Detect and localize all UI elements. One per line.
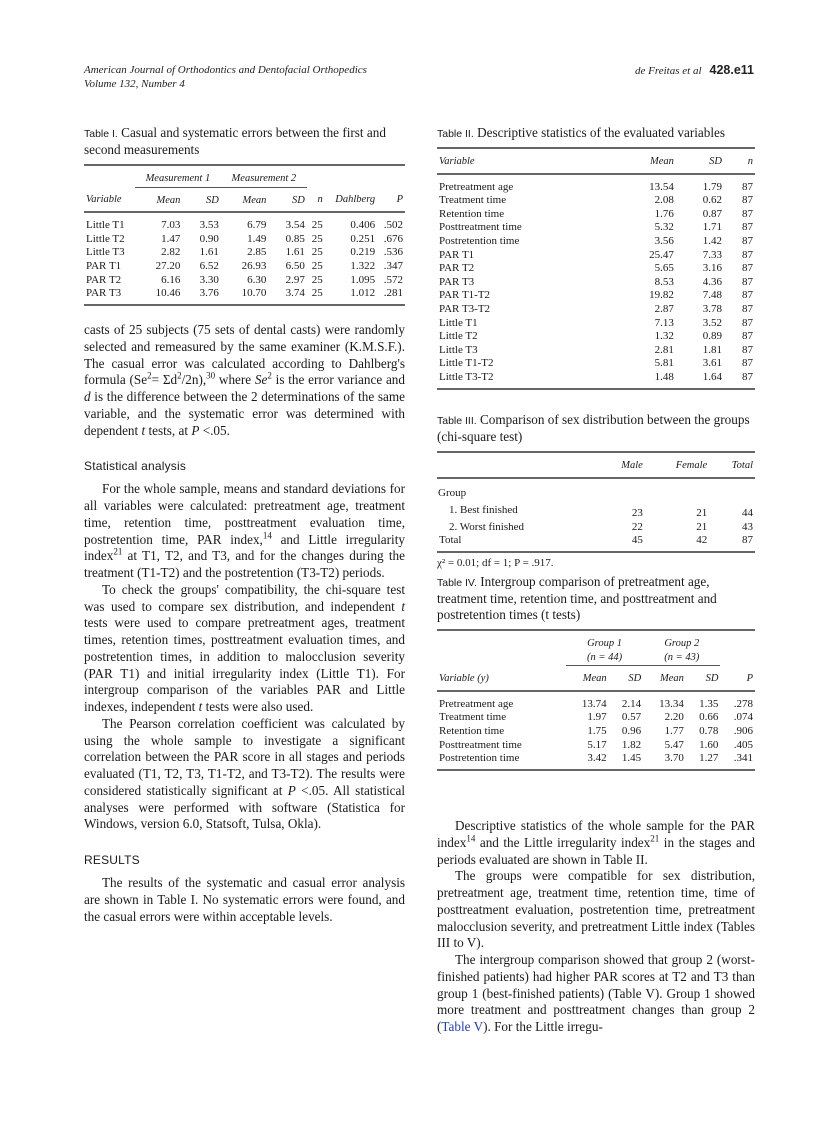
table-cell: 19.82 [649, 289, 674, 302]
text-run: <.05. All statistical analyses were performed with software (Statistica for Windows, version 6.0, Statsoft, Tulsa, Okla). [84, 782, 405, 832]
table-cell: 25 [311, 259, 323, 272]
table-cell: Treatment time [439, 711, 507, 724]
table-cell: PAR T3-T2 [439, 302, 491, 315]
table-cell: 0.219 [350, 246, 376, 259]
journal-volume: Volume 132, Number 4 [84, 78, 185, 90]
text-run: 14 [262, 530, 272, 541]
table-cell: 0.85 [285, 232, 305, 245]
table-cell: Postretention time [439, 752, 520, 765]
table-row [437, 289, 755, 303]
table-cell: 3.76 [199, 287, 219, 300]
table-cell: Retention time [439, 207, 505, 220]
table-cell: PAR T3 [439, 275, 475, 288]
table-row [437, 344, 755, 358]
table-3-caption [437, 412, 755, 445]
table-cell: 87 [742, 370, 753, 383]
text-run: at T1, T2, and T3, and for the changes during the treatment (T1-T2) and the postretention (T3-T2) periods. [84, 548, 405, 580]
text-run: Descriptive statistics of the whole sample for the PAR index [437, 818, 755, 850]
table-cell: 87 [742, 289, 753, 302]
table-row [437, 691, 755, 712]
table-3-grid [437, 451, 755, 553]
table-cell: Retention time [439, 724, 505, 737]
table-cell: 1. Best finished [449, 504, 518, 517]
table-cell: Little T1 [86, 219, 125, 232]
table-cell: 3.70 [664, 752, 684, 765]
table-reference-link[interactable]: Table V [441, 1019, 484, 1034]
column-header: Male [598, 452, 644, 478]
table-caption-text: Descriptive statistics of the evaluated variables [477, 125, 725, 140]
table-cell: 10.46 [155, 287, 181, 300]
text-run: is the difference between the 2 determinations of the same variable, and the systematic error was determined with dependent [84, 389, 405, 438]
table-cell: Posttreatment time [439, 221, 522, 234]
table-cell: 43 [742, 520, 753, 533]
table-label: Table II. [437, 128, 474, 140]
table-row [84, 246, 405, 260]
table-cell: 1.322 [350, 259, 376, 272]
table-cell: 5.32 [654, 221, 674, 234]
table-cell: 3.42 [587, 752, 607, 765]
table-cell: 1.49 [247, 232, 267, 245]
text-run: d [84, 389, 91, 404]
table-label: Table I. [84, 128, 118, 140]
table-label: Table IV. [437, 577, 477, 589]
column-header: SD [268, 187, 306, 212]
table-cell: 87 [742, 275, 753, 288]
text-run: t [401, 598, 405, 614]
authors: de Freitas et al [635, 65, 702, 77]
text-run: t [198, 699, 203, 714]
table-cell: 1.77 [664, 724, 684, 737]
column-header: SD [686, 666, 721, 691]
table-3-footnote: χ² = 0.01; df = 1; P = .917. [437, 556, 554, 569]
group-name: Group 1 [587, 638, 622, 649]
text-run: The Pearson correlation coefficient was calculated by using the whole sample to investigate a significant correlation between the PAR score in all stages and periods evaluated (T1, T2, T3, T1-T2, and T3-T2). The results were considered statistically significant at [84, 715, 405, 798]
text-run: The intergroup comparison showed that group 2 (worst-finished patients) had higher PAR scores at T2 and T3 than group 1 (best-finished patients) (Table V). Group 1 showed more treatment and posttreatment changes than group 2 ( [437, 952, 755, 1034]
column-header: Total [709, 452, 755, 478]
table-cell: 6.50 [285, 259, 305, 272]
table-cell: 1.61 [285, 246, 305, 259]
table-cell: Little T1-T2 [439, 357, 494, 370]
table-row [437, 357, 755, 371]
table-cell: .906 [733, 724, 753, 737]
table-cell: 8.53 [654, 275, 674, 288]
table-cell: Little T1 [439, 316, 478, 329]
table-4 [437, 574, 755, 771]
table-cell: 42 [696, 534, 708, 547]
table-cell: Posttreatment time [439, 738, 522, 751]
text-run: is the error variance and [271, 372, 405, 388]
table-cell: 1.60 [699, 738, 719, 751]
table-cell: PAR T1 [439, 248, 475, 261]
table-cell: 25 [311, 246, 323, 259]
table-cell: .278 [733, 697, 753, 710]
table-row [84, 212, 405, 233]
table-cell: .572 [383, 273, 403, 286]
table-row [84, 287, 405, 305]
table-cell: 21 [696, 520, 708, 533]
section-heading: RESULTS [84, 853, 140, 867]
table-cell: 0.57 [621, 711, 642, 724]
table-2 [437, 125, 755, 390]
table-3 [437, 412, 755, 569]
table-cell: 10.70 [241, 287, 267, 300]
table-cell: 6.79 [247, 219, 267, 232]
table-1 [84, 125, 405, 306]
table-cell: .281 [383, 287, 403, 300]
table-cell: .536 [383, 246, 403, 259]
table-2-grid [437, 147, 755, 390]
table-cell: 7.03 [161, 219, 181, 232]
text-run: where [215, 372, 255, 388]
text-run: ). For the Little irregu- [483, 1019, 603, 1034]
table-cell: 2.85 [247, 246, 267, 259]
paragraph [84, 582, 405, 716]
text-run: 30 [206, 370, 216, 381]
table-cell: 3.53 [199, 219, 219, 232]
text-run: casts of 25 subjects (75 sets of dental casts) were randomly selected and remeasured by the same examiner (K.M.S.F.). The casual error was calculated according to Dahlberg's formula (Se [84, 322, 405, 388]
column-header: SD [609, 666, 644, 691]
table-cell: 2. Worst finished [449, 520, 524, 533]
table-cell: 6.52 [199, 259, 219, 272]
table-cell: .347 [383, 259, 403, 272]
text-run: tests were used to compare pretreatment ages, treatment times, retention times, posttreatment evaluation times, and postretention times, in addition to malocclusion severity (PAR T1) and initial irregularity index (Little T1). For intergroup comparison of the variables PAR and Little indexes, independent [84, 615, 405, 714]
table-cell: 87 [742, 262, 753, 275]
table-cell: 1.32 [654, 330, 674, 343]
table-cell: 2.20 [664, 711, 684, 724]
table-cell: Treatment time [439, 194, 507, 207]
column-header: n [724, 148, 755, 174]
table-cell: 87 [742, 180, 753, 193]
table-cell: 7.13 [654, 316, 674, 329]
table-cell: 1.47 [161, 232, 181, 245]
table-cell: 1.012 [350, 287, 376, 300]
table-row [437, 174, 755, 195]
column-header: Variable [84, 187, 135, 212]
table-cell: 87 [742, 194, 753, 207]
section-heading: Statistical analysis [84, 459, 187, 474]
table-cell: .405 [733, 738, 753, 751]
table-row [84, 233, 405, 247]
column-header: Variable [437, 148, 616, 174]
text-run: 2 [267, 370, 272, 381]
text-run: and Little irregularity index [84, 531, 405, 564]
left-column-text [84, 322, 405, 925]
text-run: /2n), [181, 372, 207, 388]
column-header: P [720, 666, 755, 691]
table-cell: .341 [733, 752, 753, 765]
table-cell: 1.82 [621, 738, 642, 751]
table-1-caption [84, 125, 405, 158]
table-row [437, 330, 755, 344]
table-cell: 13.74 [581, 697, 607, 710]
table-cell: 3.61 [702, 357, 722, 370]
table-cell: 1.095 [350, 273, 376, 286]
table-row [437, 752, 755, 770]
table-cell: 0.96 [621, 724, 642, 737]
table-cell: 1.48 [654, 370, 674, 383]
table-cell: 44 [742, 507, 753, 520]
table-cell: .502 [383, 219, 403, 232]
table-cell: 1.61 [199, 246, 219, 259]
table-cell: 87 [742, 316, 753, 329]
table-4-grid [437, 629, 755, 771]
column-header: n [307, 187, 325, 212]
text-run: <.05. [199, 422, 230, 438]
table-cell: 87 [742, 534, 753, 547]
table-cell: 2.14 [621, 697, 642, 710]
table-row [437, 276, 755, 290]
table-caption-text: Intergroup comparison of pretreatment age, treatment time, retention time, and posttreatment and postretention times (t tests) [437, 574, 717, 622]
table-cell: Little T3 [439, 343, 478, 356]
table-cell: 7.33 [702, 248, 722, 261]
table-cell: 4.36 [702, 275, 722, 288]
right-column-text [437, 818, 755, 1036]
table-cell: 87 [742, 302, 753, 315]
group-name: Group 2 [664, 638, 700, 649]
table-row [437, 262, 755, 276]
paragraph [84, 322, 405, 439]
table-cell: .676 [383, 232, 403, 245]
table-1-grid [84, 164, 405, 306]
table-row [437, 221, 755, 235]
table-cell: 45 [631, 534, 643, 547]
text-run: 2 [147, 370, 152, 381]
table-2-caption [437, 125, 755, 142]
table-caption-text: Casual and systematic errors between the first and second measurements [84, 125, 386, 157]
text-run: 2 [177, 370, 182, 381]
table-cell: 87 [742, 330, 753, 343]
table-cell: PAR T3 [86, 287, 122, 300]
table-cell: 2.87 [654, 302, 674, 315]
table-cell: 5.65 [654, 262, 674, 275]
paragraph [437, 952, 755, 1036]
table-cell: PAR T1-T2 [439, 289, 491, 302]
table-cell: 1.42 [702, 234, 722, 247]
text-run: P [287, 782, 296, 798]
table-cell: 0.90 [199, 232, 219, 245]
text-run: in the stages and periods evaluated are shown in Table II. [437, 834, 755, 867]
column-header: Mean [566, 666, 609, 691]
running-header-right [635, 63, 754, 78]
column-header: SD [182, 187, 220, 212]
text-run: and the Little irregularity index [475, 834, 651, 850]
table-cell: 21 [696, 507, 708, 520]
table-cell: PAR T1 [86, 259, 122, 272]
table-cell: 3.78 [702, 302, 722, 315]
table-cell: 1.71 [702, 221, 722, 234]
table-cell: 23 [631, 507, 643, 520]
text-run: = Σd [151, 372, 178, 388]
table-row [437, 739, 755, 753]
text-run: To check the groups' compatibility, the chi-square test was used to compare sex distribution, and independent [84, 581, 405, 614]
table-cell: 1.75 [587, 724, 607, 737]
table-cell: 2.97 [285, 273, 305, 286]
table-row [437, 371, 755, 389]
table-cell: 25 [311, 287, 323, 300]
paragraph [84, 716, 405, 833]
table-cell: 22 [631, 520, 643, 533]
table-row [437, 208, 755, 222]
table-cell: 5.81 [654, 357, 674, 370]
table-cell: 25 [311, 232, 323, 245]
group-n: (n = 44) [587, 651, 623, 663]
table-cell: 1.27 [699, 752, 719, 765]
text-run: The groups were compatible for sex distribution, pretreatment age, treatment time, retention time, time of posttreatment evaluation, postretention time, pretreatment malocclusion severity, and pretreatment Little index (Tables III to V). [437, 868, 755, 951]
table-cell: Total [439, 534, 462, 547]
table-cell: 0.78 [699, 724, 719, 737]
table-cell: 87 [742, 357, 753, 370]
text-run: tests, at [145, 422, 192, 438]
table-cell: 87 [742, 234, 753, 247]
table-cell: 3.52 [702, 316, 722, 329]
column-header: Variable (y) [437, 666, 566, 691]
table-row [437, 725, 755, 739]
table-row [84, 260, 405, 274]
table-caption-text: Comparison of sex distribution between the groups (chi-square test) [437, 412, 750, 444]
table-cell: 13.34 [659, 697, 684, 710]
column-header [437, 452, 598, 478]
group-n: (n = 43) [664, 651, 700, 663]
table-cell: Pretreatment age [439, 180, 514, 193]
table-cell: 3.74 [285, 287, 305, 300]
paragraph [437, 818, 755, 868]
table-cell: 7.48 [702, 289, 722, 302]
group-header [643, 630, 720, 666]
table-cell: 1.81 [702, 343, 722, 356]
text-run: P [191, 422, 200, 438]
paragraph [84, 481, 405, 582]
table-row [437, 501, 755, 521]
table-row [437, 711, 755, 725]
table-cell: PAR T2 [439, 262, 475, 275]
table-cell: 1.45 [621, 752, 642, 765]
table-row [437, 235, 755, 249]
table-row [437, 521, 755, 535]
table-cell: 3.30 [199, 273, 219, 286]
running-header-left [84, 63, 367, 91]
table-label: Table III. [437, 415, 477, 427]
table-cell: Little T2 [439, 330, 478, 343]
column-header: Mean [643, 666, 686, 691]
table-cell: Pretreatment age [439, 697, 514, 710]
table-cell: .074 [733, 711, 753, 724]
table-cell: 1.97 [587, 711, 607, 724]
table-cell: 6.16 [161, 273, 181, 286]
table-cell: 5.47 [664, 738, 684, 751]
text-run: 14 [466, 833, 476, 844]
page-number: 428.e11 [709, 63, 754, 77]
table-cell: 6.30 [247, 273, 267, 286]
table-4-caption [437, 574, 755, 623]
group-header: Measurement 1 [135, 165, 221, 187]
table-cell: 87 [742, 248, 753, 261]
text-run: For the whole sample, means and standard deviations for all variables were calculated: pretreatment age, treatment time, retention time, posttreatment evaluation time, postretention time, PAR index, [84, 481, 405, 547]
table-cell: 3.56 [654, 234, 674, 247]
column-header: Female [645, 452, 709, 478]
table-cell: 13.54 [649, 180, 674, 193]
paragraph [437, 868, 755, 952]
text-run: 21 [113, 546, 123, 557]
table-cell: 5.17 [587, 738, 607, 751]
table-cell: 2.82 [161, 246, 181, 259]
table-cell: Little T3 [86, 246, 125, 259]
text-run: The results of the systematic and casual error analysis are shown in Table I. No systematic errors were found, and the casual errors were within acceptable levels. [84, 875, 405, 924]
table-row [437, 303, 755, 317]
table-row [437, 317, 755, 331]
table-row [437, 249, 755, 263]
table-cell: 0.87 [702, 207, 722, 220]
column-header: Dahlberg [325, 187, 377, 212]
table-cell: 87 [742, 343, 753, 356]
table-cell: 3.16 [702, 262, 722, 275]
journal-name: American Journal of Orthodontics and Dentofacial Orthopedics [84, 64, 367, 76]
table-cell: 25 [311, 219, 323, 232]
table-cell: 1.35 [699, 697, 719, 710]
table-cell: Little T3-T2 [439, 370, 494, 383]
table-cell: 1.64 [702, 370, 722, 383]
table-cell: PAR T2 [86, 273, 122, 286]
table-row [437, 194, 755, 208]
text-run: t [141, 422, 146, 438]
table-cell: 0.406 [350, 219, 376, 232]
table-cell: 25.47 [649, 248, 674, 261]
text-run: Se [254, 372, 268, 388]
table-cell: 0.62 [702, 194, 722, 207]
table-cell: 87 [742, 221, 753, 234]
column-header: Mean [616, 148, 675, 174]
table-cell: 27.20 [155, 259, 181, 272]
text-run: tests were also used. [202, 699, 314, 714]
column-header: P [377, 187, 405, 212]
text-run: 21 [650, 833, 660, 844]
table-row [84, 274, 405, 288]
table-cell: 26.93 [241, 259, 267, 272]
table-cell: 2.08 [654, 194, 674, 207]
group-label: Group [438, 486, 467, 499]
table-cell: 3.54 [285, 219, 305, 232]
table-cell: 0.66 [699, 711, 719, 724]
column-header: SD [676, 148, 724, 174]
table-cell: Little T2 [86, 232, 125, 245]
table-cell: 25 [311, 273, 323, 286]
column-header: Mean [221, 187, 269, 212]
group-header [566, 630, 643, 666]
table-cell: Postretention time [439, 234, 520, 247]
table-cell: 1.79 [702, 180, 722, 193]
table-cell: 87 [742, 207, 753, 220]
table-cell: 1.76 [654, 207, 674, 220]
group-header: Measurement 2 [221, 165, 307, 187]
table-cell: 2.81 [654, 343, 674, 356]
table-cell: 0.89 [702, 330, 722, 343]
paragraph [84, 875, 405, 925]
table-cell: 0.251 [350, 232, 376, 245]
column-header: Mean [135, 187, 183, 212]
table-row [437, 534, 755, 552]
